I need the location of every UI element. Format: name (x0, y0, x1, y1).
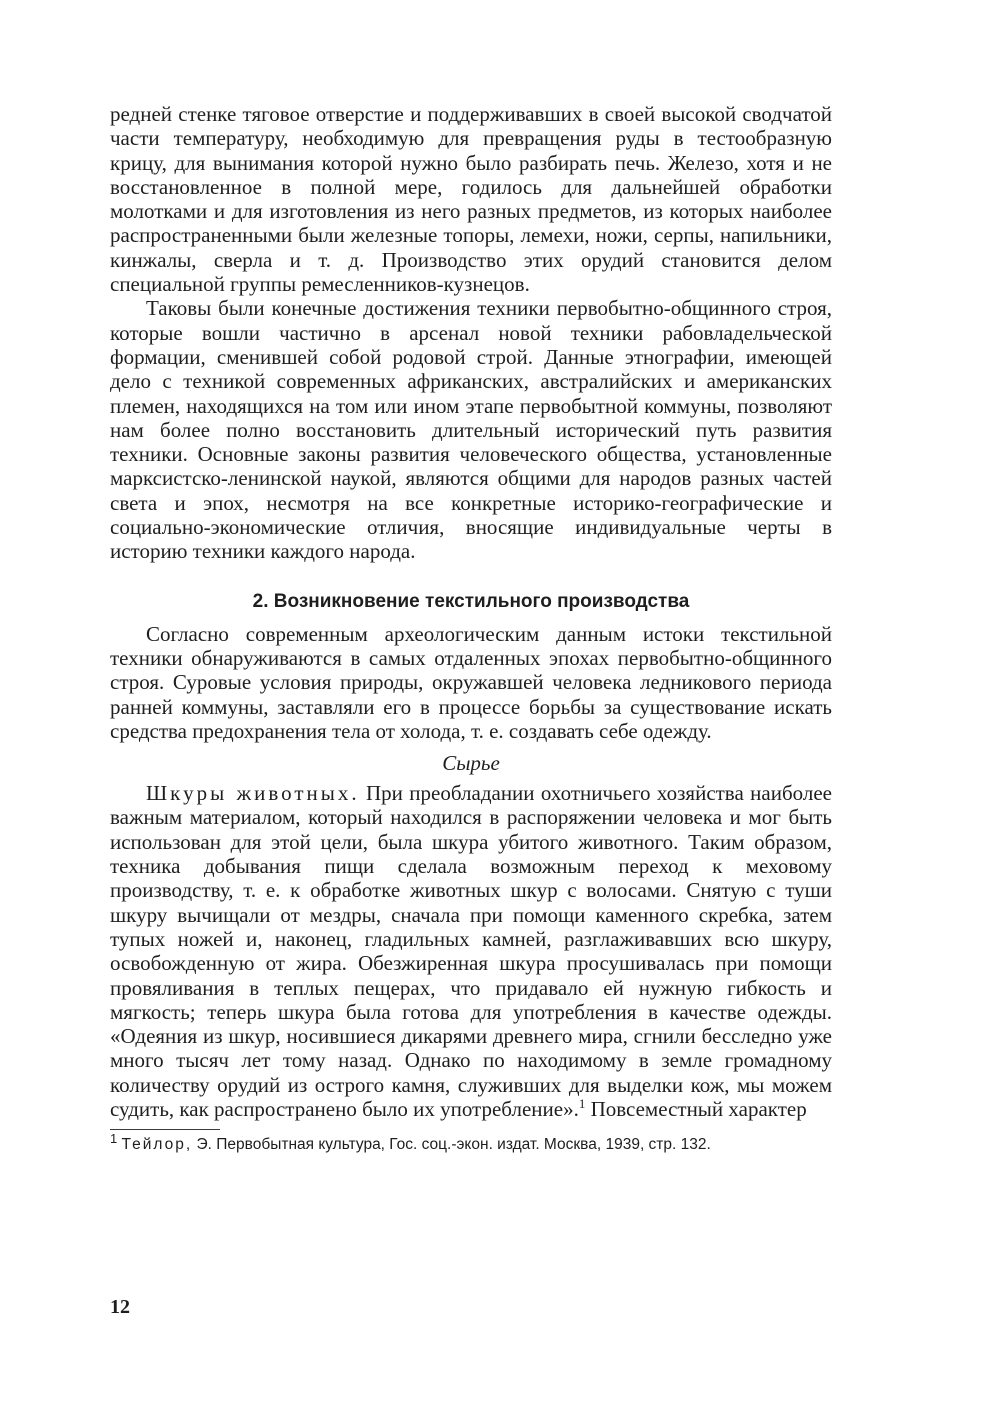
footnote-text: Э. Первобытная культура, Гос. соц.-экон. издат. Москва, 1939, стр. 132. (192, 1136, 711, 1154)
footnote-reference: 1 (578, 1095, 586, 1111)
paragraph-technique-summary: Таковы были конечные достижения техники первобытно-общинного строя, которые вошли частично в арсенал новой техники рабовладельческой формации, сменившей собой родовой строй. Данные этнографии, имеющей дело с техникой современных африканских, австралийских и американских племен, находящихся на том или ином этапе первобытной коммуны, позволяют нам более полно восстановить длительный исторический путь развития техники. Основные законы развития человеческого общества, установленные марксистско-ленинской наукой, являются общими для народов разных частей света и эпох, несмотря на все конкретные историко-географические и социально-экономические отличия, вносящие индивидуальные черты в историю техники каждого народа. (110, 296, 832, 564)
paragraph-body: При преобладании охотничьего хозяйства наиболее важным материалом, который находился в распоряжении человека и мог быть использован для этой цели, была шкура убитого животного. Таким образом, техника добывания пищи сделала возможным переход к меховому производству, т. е. к обработке животных шкур с волосами. Снятую с туши шкуру вычищали от мездры, сначала при помощи каменного скребка, затем тупых ножей и, наконец, гладильных камней, разглаживавших всю шкуру, освобожденную от жира. Обезжиренная шкура просушивалась при помощи провяливания в теплых пещерах, что придавало ей нужную гибкость и мягкость; теперь шкура была готова для употребления в качестве одежды. «Одеяния из шкур, носившиеся дикарями древнего мира, сгнили бесследно уже много тысяч лет тому назад. Однако по находимому в земле громадному количеству орудий из острого камня, служивших для выделки кож, мы можем судить, как распространено было их употребление». (110, 781, 832, 1121)
footnote-divider (110, 1129, 220, 1130)
paragraph-tail: Повсеместный характер (585, 1096, 807, 1121)
document-page (110, 102, 832, 1155)
footnote-author: Тейлор, (121, 1136, 193, 1154)
paragraph-continued: редней стенке тяговое отверстие и поддерживавших в своей высокой сводчатой части температуру, необходимую для превращения руды в тестообразную крицу, для вынимания которой нужно было разбирать печь. Железо, хотя и не восстановленное в полной мере, годилось для дальнейшей обработки молотками и для изготовления из него разных предметов, из которых наиболее распространенными были железные топоры, лемехи, ножи, серпы, напильники, кинжалы, сверла и т. д. Производство этих орудий становится делом специальной группы ремесленников-кузнецов. (110, 102, 832, 297)
subsection-heading: Сырье (442, 751, 500, 776)
section-heading: 2. Возникновение текстильного производства (252, 590, 690, 612)
page-number: 12 (110, 1296, 130, 1318)
paragraph-textile-origins: Согласно современным археологическим данным истоки текстильной техники обнаруживаются в самых отдаленных эпохах первобытно-общинного строя. Суровые условия природы, окружавшей человека ледникового периода ранней коммуны, заставляли его в процессе борьбы за существование искать средства предохранения тела от холода, т. е. создавать себе одежду. (110, 621, 832, 743)
footnote (110, 1131, 832, 1155)
paragraph-animal-skins (110, 781, 832, 1121)
paragraph-lead-term: Шкуры животных. (146, 781, 360, 806)
footnote-marker: 1 (110, 1131, 118, 1147)
